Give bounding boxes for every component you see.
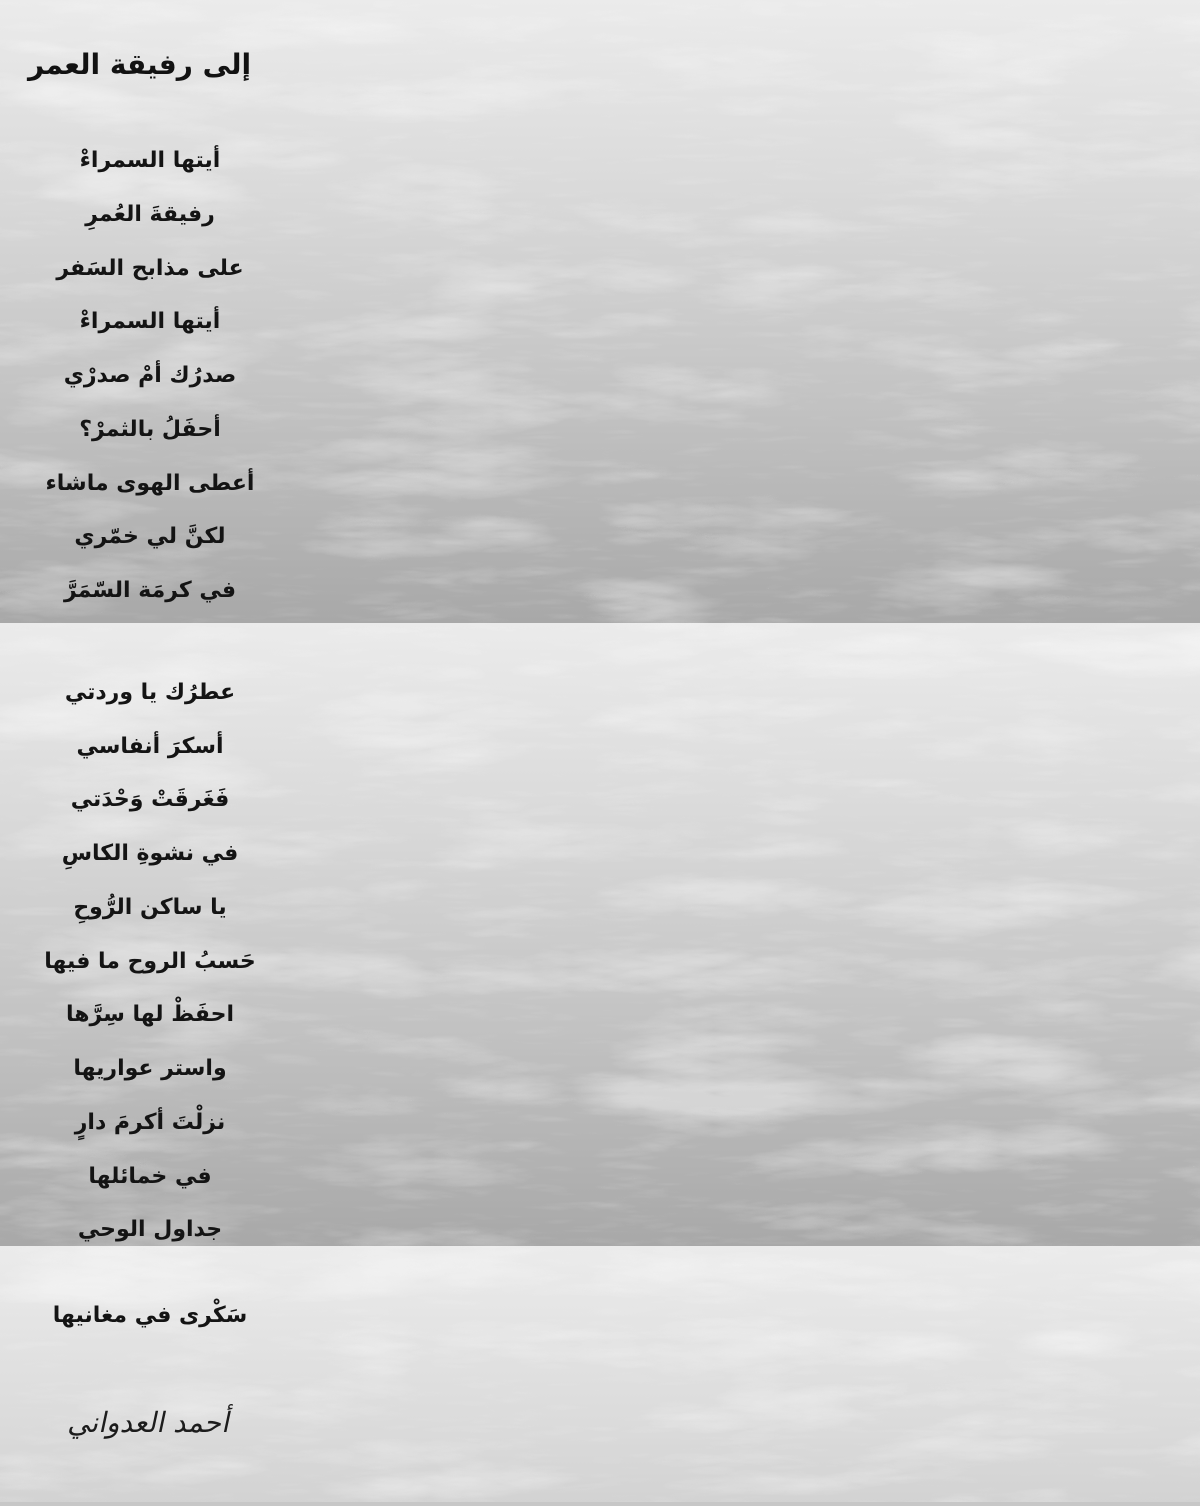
poem-line: رفيقةَ العُمرِ [85, 201, 215, 227]
poem-line: واستر عواريها [73, 1056, 227, 1081]
poem-line: عطرُك يا وردتي [64, 679, 236, 705]
poem-line: احفَظْ لها سِرَّها [66, 1002, 234, 1028]
poem-line: جداول الوحي [77, 1217, 223, 1243]
page-title: إلى رفيقة العمر [28, 48, 252, 81]
poem-line: أحفَلُ بالثمرْ؟ [79, 416, 221, 442]
poem-line: في نشوةِ الكاسِ [61, 841, 239, 866]
poem-line: أيتها السمراءْ [79, 148, 221, 173]
stanza-1 [0, 134, 300, 618]
poem-line: نزلْتَ أكرمَ دارٍ [74, 1109, 226, 1135]
poem-line: في خمائلها [88, 1163, 212, 1189]
poem-line: لكنَّ لي خمّري [74, 524, 226, 550]
poem-line: في كرمَة السّمَرَّ [63, 578, 237, 603]
poem-line: فَغَرقَتْ وَحْدَتي [70, 787, 230, 813]
stanza-3 [0, 1289, 300, 1343]
author-signature: أحمد العدواني [65, 1405, 235, 1439]
stanza-2 [0, 666, 300, 1257]
poem-line: أيتها السمراءْ [79, 309, 221, 335]
poem-line: سَكْرى في مغانيها [52, 1303, 248, 1328]
poem-line: يا ساكن الرُّوحِ [73, 894, 227, 920]
poem-line: حَسبُ الروح ما فيها [44, 948, 256, 974]
poem-line: صدرُك أمْ صدرْي [63, 363, 237, 388]
poem-line: على مذابح السَفر [56, 255, 244, 281]
poem-line: أعطى الهوى ماشاء [45, 470, 255, 496]
poem-line: أسكرَ أنفاسي [76, 733, 224, 759]
